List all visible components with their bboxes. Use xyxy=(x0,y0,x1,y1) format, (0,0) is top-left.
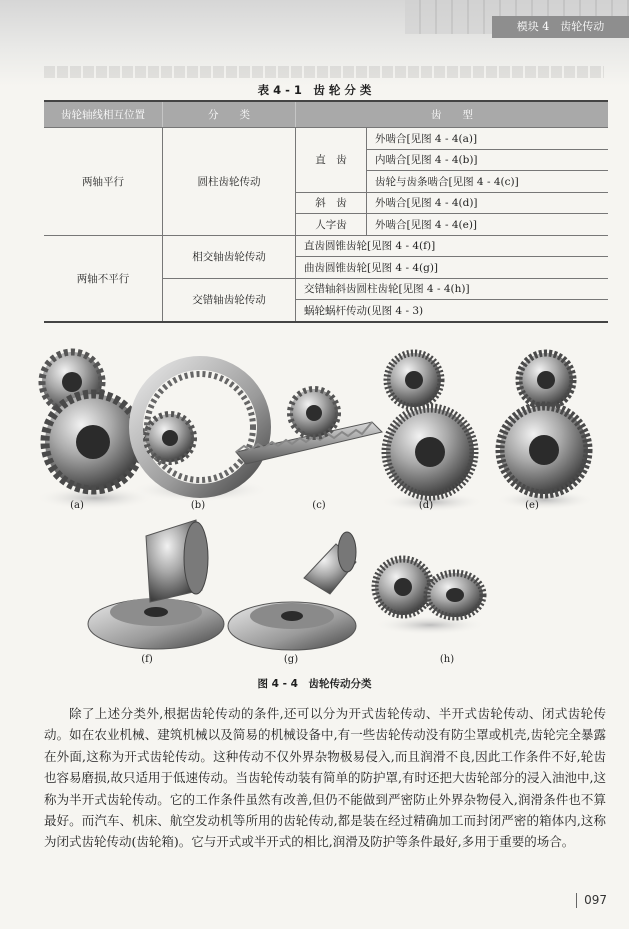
cell-intersecting: 相交轴齿轮传动 xyxy=(163,235,296,278)
figure-caption: 图 4 - 4 齿轮传动分类 xyxy=(257,678,372,690)
gear-g-spiral-bevel xyxy=(228,532,356,650)
table-title: 表 4 - 1 齿 轮 分 类 xyxy=(257,83,372,97)
label-h: (h) xyxy=(439,654,455,665)
cell-type: 直齿圆锥齿轮[见图 4 - 4(f)] xyxy=(296,235,609,257)
cell-nonparallel: 两轴不平行 xyxy=(44,235,163,322)
label-a: (a) xyxy=(70,500,84,511)
cell-type: 蜗轮蜗杆传动(见图 4 - 3) xyxy=(296,300,609,322)
gear-figure xyxy=(0,340,629,692)
label-g: (g) xyxy=(283,654,299,665)
gear-d-helical xyxy=(380,353,484,512)
table-row xyxy=(44,235,608,257)
gear-illustrations xyxy=(0,340,629,692)
page-number: 097 xyxy=(584,893,607,907)
gear-e-herringbone xyxy=(495,353,595,510)
label-d: (d) xyxy=(418,500,434,511)
cell-crossed: 交错轴齿轮传动 xyxy=(163,278,296,322)
gear-f-straight-bevel xyxy=(88,520,224,649)
cell-type: 交错轴斜齿圆柱齿轮[见图 4 - 4(h)] xyxy=(296,278,609,300)
cell-type: 外啮合[见图 4 - 4(a)] xyxy=(367,128,609,150)
cell-type: 内啮合[见图 4 - 4(b)] xyxy=(367,149,609,171)
col-header-category: 分 类 xyxy=(163,101,296,128)
cell-helical: 斜 齿 xyxy=(296,192,367,214)
cell-type: 外啮合[见图 4 - 4(d)] xyxy=(367,192,609,214)
label-c: (c) xyxy=(312,500,326,511)
label-e: (e) xyxy=(525,500,539,511)
cell-type: 曲齿圆锥齿轮[见图 4 - 4(g)] xyxy=(296,257,609,279)
col-header-type: 齿 型 xyxy=(296,101,609,128)
table-row xyxy=(44,128,608,150)
bleed-through-text xyxy=(44,66,604,78)
gear-classification-table xyxy=(44,100,608,323)
cell-type: 齿轮与齿条啮合[见图 4 - 4(c)] xyxy=(367,171,609,193)
gear-h-crossed-helical xyxy=(374,559,486,635)
cell-straight: 直 齿 xyxy=(296,128,367,193)
cell-spur-category: 圆柱齿轮传动 xyxy=(163,128,296,236)
page-number-divider xyxy=(576,893,577,908)
gear-b-internal xyxy=(130,363,270,502)
table-header-row xyxy=(44,101,608,128)
col-header-position: 齿轮轴线相互位置 xyxy=(44,101,163,128)
cell-parallel: 两轴平行 xyxy=(44,128,163,236)
body-paragraph: 除了上述分类外,根据齿轮传动的条件,还可以分为开式齿轮传动、半开式齿轮传动、闭式齿轮传动。如在农业机械、建筑机械以及简易的机械设备中,有一些齿轮传动没有防尘罩或机壳,齿轮完全暴露在外面,这称为开式齿轮传动。这种传动不仅外界杂物极易侵入,而且润滑不良,因此工作条件不好,轮齿也容易磨损,故只适用于低速传动。当齿轮传动装有简单的防护罩,有时还把大齿轮部分的浸入油池中,这称为半开式齿轮传动。它的工作条件虽然有改善,但仍不能做到严密防止外界杂物侵入,润滑条件也不算最好。而汽车、机床、航空发动机等所用的齿轮传动,都是装在经过精确加工而封闭严密的箱体内,这称为闭式齿轮传动(齿轮箱)。它与开式或半开式的相比,润滑及防护等条件最好,多用于重要的场合。 xyxy=(44,706,606,850)
label-f: (f) xyxy=(141,654,153,665)
cell-herringbone: 人字齿 xyxy=(296,214,367,236)
cell-type: 外啮合[见图 4 - 4(e)] xyxy=(367,214,609,236)
module-tag: 模块 4 齿轮传动 xyxy=(492,16,629,38)
label-b: (b) xyxy=(190,500,206,511)
